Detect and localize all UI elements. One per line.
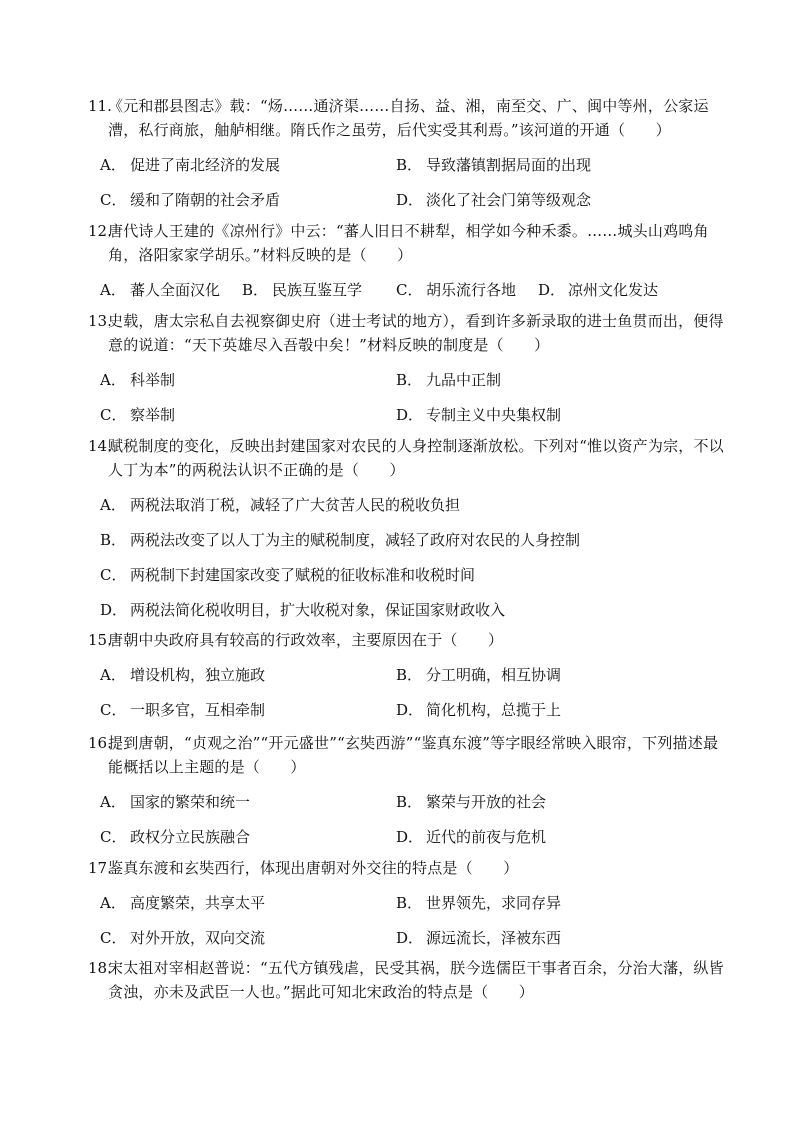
option-text: 凉州文化发达 — [568, 281, 659, 299]
question-text: 唐代诗人王建的《凉州行》中云：“蕃人旧日不耕犁，相学如今种禾黍。……城头山鸡鸣角角，洛阳家家学胡乐。”材料反映的是（ ） — [108, 222, 709, 264]
option-text: 两税法改变了以人丁为主的赋税制度，减轻了政府对农民的人身控制 — [130, 531, 581, 549]
option-text: 察举制 — [130, 406, 176, 424]
option-text: 对外开放，双向交流 — [130, 929, 266, 947]
options-row — [100, 188, 720, 212]
option-text: 科举制 — [130, 371, 176, 389]
option-text: 一职多官，互相牵制 — [130, 701, 266, 719]
option-a[interactable] — [100, 493, 460, 517]
option-letter: A． — [100, 496, 126, 514]
options-row — [100, 563, 720, 587]
question-13 — [88, 309, 728, 427]
question-stem — [88, 219, 728, 267]
option-letter: B． — [100, 531, 127, 549]
option-letter: C． — [100, 828, 127, 846]
options-row — [100, 698, 720, 722]
option-a[interactable] — [100, 368, 175, 392]
option-c[interactable] — [100, 926, 265, 950]
option-text: 高度繁荣，共享太平 — [130, 894, 266, 912]
option-letter: B． — [396, 793, 423, 811]
options-row — [100, 891, 720, 915]
option-letter: C． — [100, 191, 127, 209]
option-a[interactable] — [100, 891, 265, 915]
question-number: 17. — [88, 859, 112, 877]
option-text: 两税法简化税收明目，扩大收税对象，保证国家财政收入 — [130, 601, 506, 619]
option-text: 世界领先，求同存异 — [426, 894, 562, 912]
option-letter: A． — [100, 793, 126, 811]
option-letter: D． — [396, 406, 424, 424]
option-c[interactable] — [100, 188, 280, 212]
option-c[interactable] — [396, 278, 516, 302]
option-letter: C． — [100, 701, 127, 719]
option-letter: D． — [538, 281, 566, 299]
option-b[interactable] — [396, 663, 561, 687]
question-number: 11. — [88, 97, 112, 115]
option-c[interactable] — [100, 403, 175, 427]
question-text: 《元和郡县图志》载：“炀……通济渠……自扬、益、湘，南至交、广、闽中等州，公家运漕，私行商旅，舳舻相继。隋氏作之虽劳，后代实受其利焉。”该河道的开通（ ） — [108, 97, 709, 139]
option-d[interactable] — [100, 598, 505, 622]
option-text: 增设机构，独立施政 — [130, 666, 266, 684]
option-letter: D． — [396, 191, 424, 209]
options-row — [100, 663, 720, 687]
question-stem — [88, 434, 728, 482]
question-text: 唐朝中央政府具有较高的行政效率，主要原因在于（ ） — [108, 631, 504, 649]
option-b[interactable] — [242, 278, 362, 302]
option-letter: D． — [396, 701, 424, 719]
option-d[interactable] — [396, 698, 561, 722]
question-stem — [88, 94, 728, 142]
question-text: 鉴真东渡和玄奘西行，体现出唐朝对外交往的特点是（ ） — [108, 859, 519, 877]
option-text: 专制主义中央集权制 — [426, 406, 562, 424]
options-row — [100, 790, 720, 814]
option-text: 淡化了社会门第等级观念 — [426, 191, 592, 209]
option-a[interactable] — [100, 663, 265, 687]
options-row — [100, 153, 720, 177]
question-15 — [88, 628, 728, 722]
question-number: 14. — [88, 437, 112, 455]
options-row — [100, 493, 720, 517]
option-text: 源远流长，泽被东西 — [426, 929, 562, 947]
option-letter: A． — [100, 666, 126, 684]
option-letter: A． — [100, 281, 126, 299]
option-text: 繁荣与开放的社会 — [426, 793, 547, 811]
option-text: 九品中正制 — [426, 371, 502, 389]
question-18 — [88, 956, 728, 1004]
question-stem — [88, 856, 728, 880]
question-stem — [88, 628, 728, 652]
option-letter: B． — [242, 281, 269, 299]
question-text: 提到唐朝，“贞观之治”“开元盛世”“玄奘西游”“鉴真东渡”等字眼经常映入眼帘，下列描述最能概括以上主题的是（ ） — [108, 734, 719, 776]
option-a[interactable] — [100, 790, 250, 814]
option-text: 两税法取消丁税，减轻了广大贫苦人民的税收负担 — [130, 496, 461, 514]
option-c[interactable] — [100, 563, 475, 587]
option-letter: B． — [396, 371, 423, 389]
option-d[interactable] — [396, 403, 561, 427]
option-c[interactable] — [100, 825, 250, 849]
option-letter: C． — [100, 566, 127, 584]
question-12 — [88, 219, 728, 302]
question-14 — [88, 434, 728, 622]
option-text: 政权分立民族融合 — [130, 828, 251, 846]
question-number: 12. — [88, 222, 112, 240]
option-text: 国家的繁荣和统一 — [130, 793, 251, 811]
option-text: 两税制下封建国家改变了赋税的征收标准和收税时间 — [130, 566, 476, 584]
option-text: 促进了南北经济的发展 — [130, 156, 281, 174]
option-c[interactable] — [100, 698, 265, 722]
option-text: 缓和了隋朝的社会矛盾 — [130, 191, 281, 209]
option-text: 分工明确，相互协调 — [426, 666, 562, 684]
option-b[interactable] — [396, 368, 501, 392]
options-row — [100, 528, 720, 552]
option-d[interactable] — [396, 825, 546, 849]
options-row — [100, 926, 720, 950]
options-row — [100, 368, 720, 392]
option-text: 导致藩镇割据局面的出现 — [426, 156, 592, 174]
option-a[interactable] — [100, 153, 280, 177]
option-a[interactable] — [100, 278, 220, 302]
option-d[interactable] — [396, 926, 561, 950]
option-letter: A． — [100, 894, 126, 912]
option-d[interactable] — [396, 188, 591, 212]
option-text: 近代的前夜与危机 — [426, 828, 547, 846]
option-text: 民族互鉴互学 — [272, 281, 363, 299]
question-stem — [88, 956, 728, 1004]
question-number: 16. — [88, 734, 112, 752]
question-text: 宋太祖对宰相赵普说：“五代方镇残虐，民受其祸，朕今选儒臣干事者百余，分治大藩，纵皆贪浊，亦未及武臣一人也。”据此可知北宋政治的特点是（ ） — [108, 959, 724, 1001]
option-letter: B． — [396, 666, 423, 684]
option-d[interactable] — [538, 278, 658, 302]
option-letter: B． — [396, 156, 423, 174]
option-letter: A． — [100, 371, 126, 389]
question-stem — [88, 731, 728, 779]
option-letter: A． — [100, 156, 126, 174]
question-stem — [88, 309, 728, 357]
option-letter: D． — [100, 601, 128, 619]
question-text: 史载，唐太宗私自去视察御史府（进士考试的地方），看到许多新录取的进士鱼贯而出，便得意的说道：“天下英雄尽入吾彀中矣！”材料反映的制度是（ ） — [108, 312, 724, 354]
option-letter: D． — [396, 828, 424, 846]
option-b[interactable] — [100, 528, 580, 552]
option-b[interactable] — [396, 153, 591, 177]
question-number: 15. — [88, 631, 112, 649]
options-row — [100, 825, 720, 849]
option-letter: B． — [396, 894, 423, 912]
option-letter: C． — [396, 281, 423, 299]
question-number: 13. — [88, 312, 112, 330]
option-b[interactable] — [396, 790, 546, 814]
options-row — [100, 403, 720, 427]
question-text: 赋税制度的变化，反映出封建国家对农民的人身控制逐渐放松。下列对“惟以资产为宗，不以人丁为本”的两税法认识不正确的是（ ） — [108, 437, 724, 479]
option-text: 蕃人全面汉化 — [130, 281, 221, 299]
option-text: 胡乐流行各地 — [426, 281, 517, 299]
option-letter: D． — [396, 929, 424, 947]
options-row — [100, 278, 720, 302]
question-number: 18. — [88, 959, 112, 977]
option-letter: C． — [100, 929, 127, 947]
option-text: 简化机构，总揽于上 — [426, 701, 562, 719]
option-b[interactable] — [396, 891, 561, 915]
options-row — [100, 598, 720, 622]
question-11 — [88, 94, 728, 212]
option-letter: C． — [100, 406, 127, 424]
question-17 — [88, 856, 728, 950]
question-16 — [88, 731, 728, 849]
